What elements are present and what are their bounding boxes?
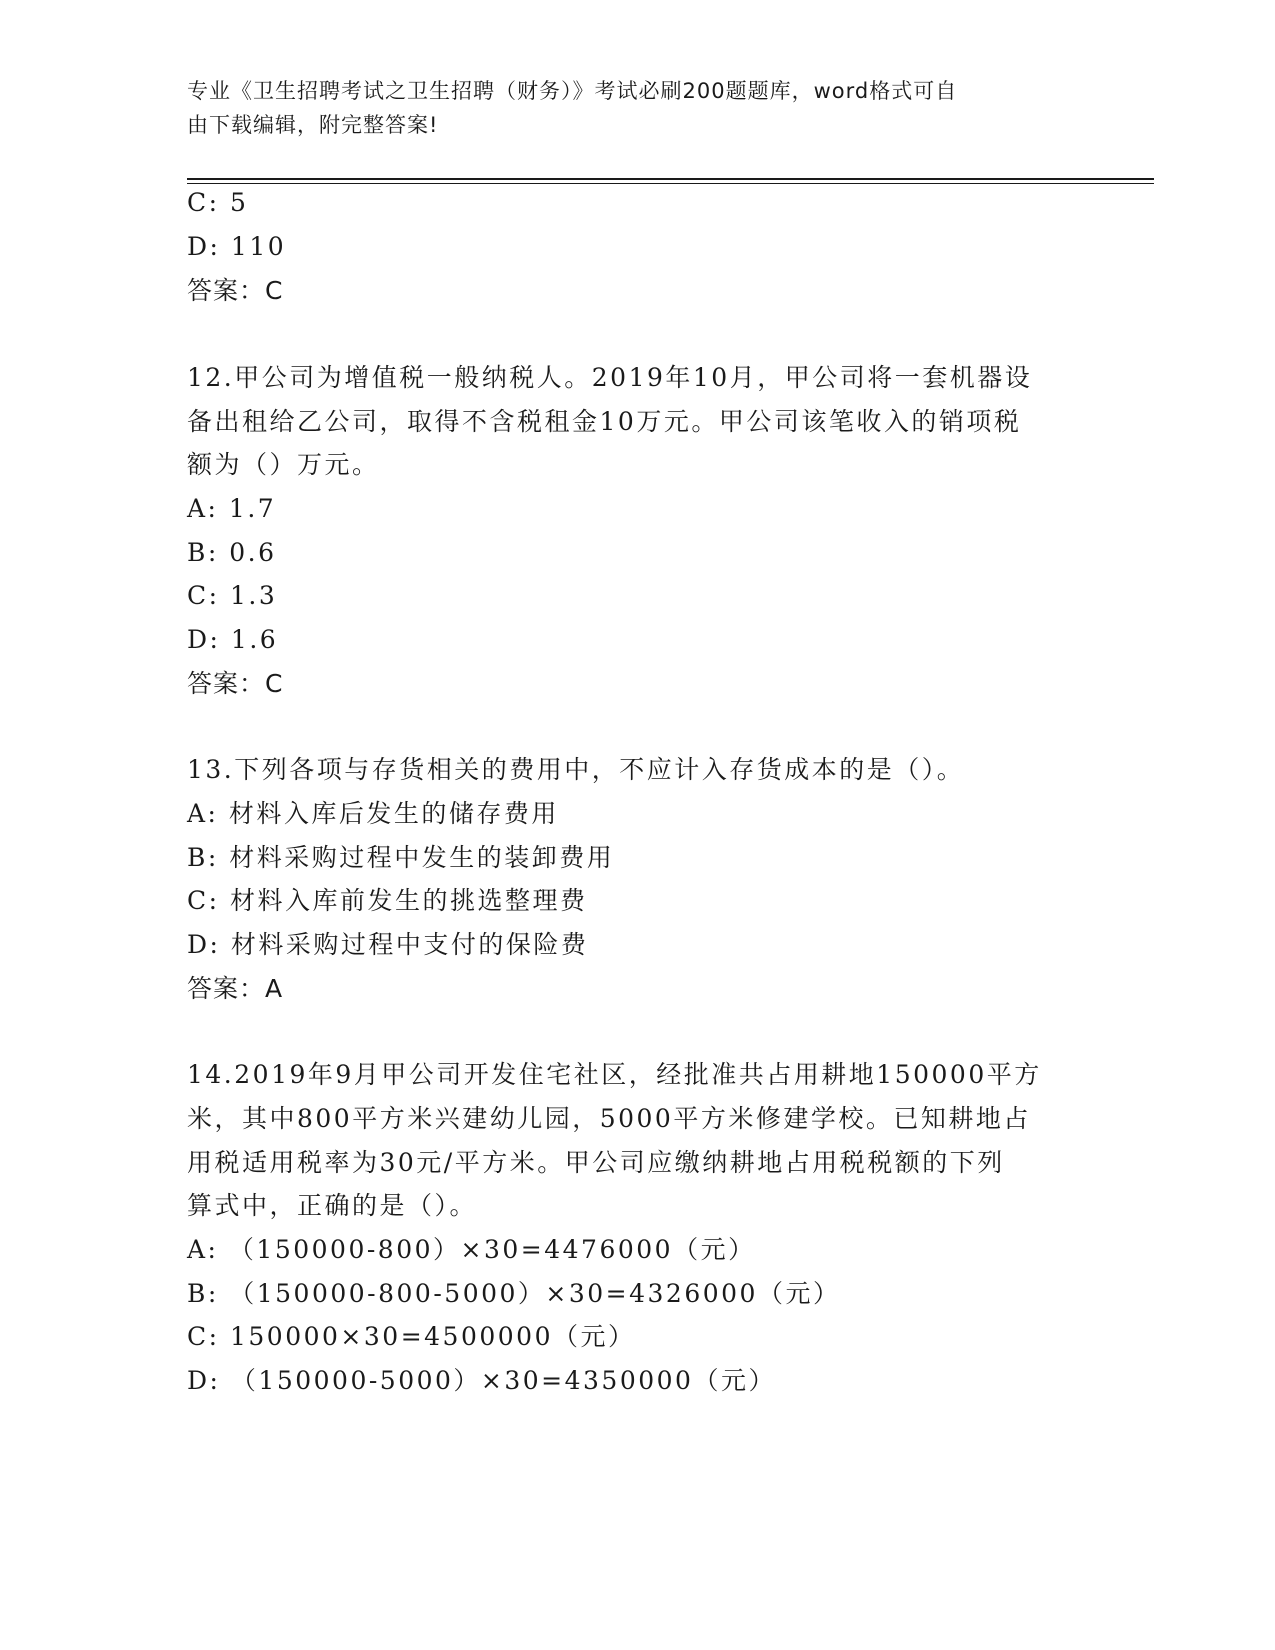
q11-option-d: D: 110	[187, 232, 287, 261]
q14-option-c: C: 150000×30=4500000（元）	[187, 1322, 636, 1351]
q13-option-a: A: 材料入库后发生的储存费用	[187, 799, 559, 828]
q12-option-c: C: 1.3	[187, 581, 278, 610]
q14-stem-line-3: 用税适用税率为30元/平方米。甲公司应缴纳耕地占用税税额的下列	[187, 1148, 1005, 1177]
header-divider-thick	[187, 178, 1154, 180]
q12-option-b: B: 0.6	[187, 538, 277, 567]
q12-stem-line-1: 12.甲公司为增值税一般纳税人。2019年10月，甲公司将一套机器设	[187, 363, 1033, 392]
q12-stem-line-2: 备出租给乙公司，取得不含税租金10万元。甲公司该笔收入的销项税	[187, 407, 1022, 436]
q13-option-d: D: 材料采购过程中支付的保险费	[187, 930, 589, 959]
header-line-2: 由下载编辑，附完整答案!	[187, 113, 439, 137]
q12-option-a: A: 1.7	[187, 494, 277, 523]
q14-stem-line-1: 14.2019年9月甲公司开发住宅社区，经批准共占用耕地150000平方	[187, 1060, 1042, 1089]
header-line-1: 专业《卫生招聘考试之卫生招聘（财务）》考试必刷200题题库，word格式可自	[187, 79, 958, 103]
q12-stem-line-3: 额为（）万元。	[187, 450, 380, 479]
q14-option-d: D: （150000-5000）×30=4350000（元）	[187, 1366, 776, 1395]
q12-answer: 答案：C	[187, 669, 284, 698]
q13-option-c: C: 材料入库前发生的挑选整理费	[187, 886, 588, 915]
q12-option-d: D: 1.6	[187, 625, 279, 654]
q14-stem-line-2: 米，其中800平方米兴建幼儿园，5000平方米修建学校。已知耕地占	[187, 1104, 1031, 1133]
q13-answer: 答案：A	[187, 974, 284, 1003]
q11-answer: 答案：C	[187, 276, 284, 305]
q14-option-a: A: （150000-800）×30=4476000（元）	[187, 1235, 756, 1264]
q13-stem-line-1: 13.下列各项与存货相关的费用中，不应计入存货成本的是（）。	[187, 755, 965, 784]
q14-stem-line-4: 算式中，正确的是（）。	[187, 1191, 478, 1220]
q11-option-c: C: 5	[187, 188, 249, 217]
document-header	[187, 74, 1067, 142]
q14-option-b: B: （150000-800-5000）×30=4326000（元）	[187, 1279, 841, 1308]
header-divider-thin	[187, 183, 1154, 184]
q13-option-b: B: 材料采购过程中发生的装卸费用	[187, 843, 615, 872]
